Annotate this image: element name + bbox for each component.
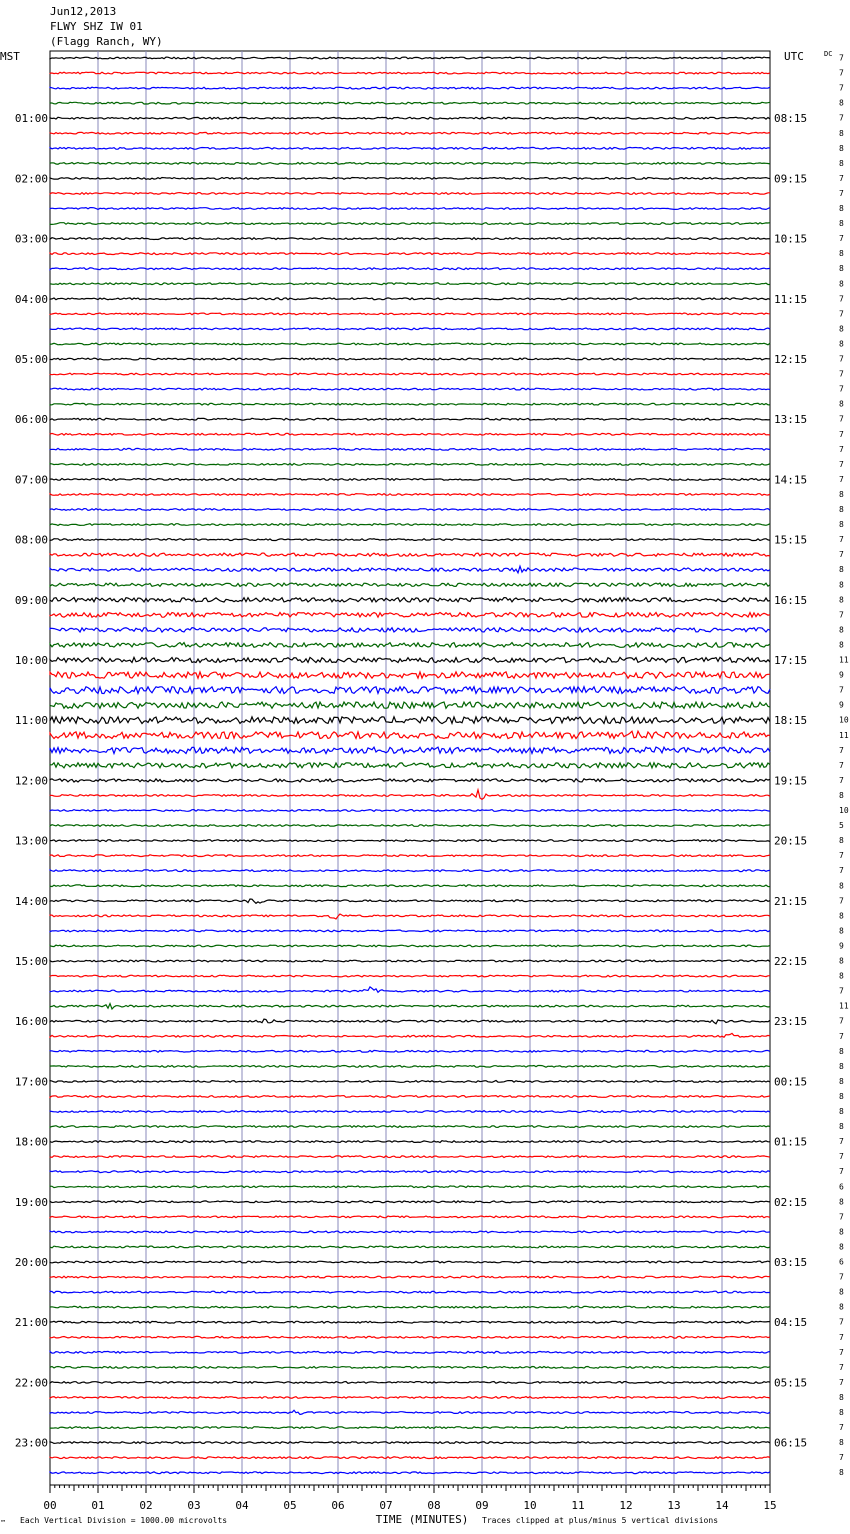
- hour-label-right: 14:15: [774, 473, 808, 487]
- trace-line: [50, 238, 770, 240]
- trace-line: [50, 313, 770, 315]
- dc-value: 8: [839, 204, 844, 213]
- trace-line: [50, 298, 770, 300]
- dc-value: 7: [839, 369, 844, 379]
- trace-line: [50, 1216, 770, 1218]
- x-tick-label: 11: [571, 1499, 585, 1512]
- hour-label-left: 01:00: [14, 112, 48, 126]
- hour-label-left: 21:00: [14, 1316, 48, 1330]
- dc-value: 8: [839, 399, 844, 409]
- trace-line: [50, 1336, 770, 1338]
- hour-label-left: 12:00: [14, 774, 48, 788]
- trace-line: [50, 779, 770, 782]
- dc-value: 7: [839, 1167, 844, 1177]
- trace-line: [50, 1246, 770, 1248]
- trace-line: [50, 885, 770, 887]
- trace-line: [50, 1141, 770, 1143]
- dc-value: 7: [839, 986, 844, 996]
- dc-value: 7: [839, 474, 844, 484]
- dc-value: 7: [839, 354, 844, 364]
- dc-value: 8: [839, 339, 844, 349]
- x-tick-label: 02: [139, 1499, 153, 1512]
- hour-label-right: 22:15: [774, 955, 808, 968]
- x-tick-label: 04: [235, 1499, 249, 1512]
- trace-line: [50, 987, 770, 992]
- trace-line: [50, 914, 770, 919]
- trace-line: [50, 178, 770, 180]
- trace-line: [50, 1397, 770, 1399]
- dc-value: 8: [839, 158, 844, 168]
- dc-value: 8: [839, 505, 844, 514]
- hour-label-right: 01:15: [774, 1135, 808, 1149]
- x-axis-label: TIME (MINUTES): [375, 1513, 469, 1526]
- trace-line: [50, 1427, 770, 1429]
- hour-label-left: 08:00: [14, 533, 48, 547]
- trace-line: [50, 373, 770, 375]
- dc-value: 7: [839, 866, 844, 876]
- dc-value: 7: [839, 535, 844, 545]
- trace-line: [50, 72, 770, 74]
- dc-value: 8: [839, 1091, 844, 1101]
- trace-line: [50, 253, 770, 255]
- dc-value: 5: [839, 821, 844, 831]
- dc-value: 7: [839, 459, 844, 469]
- trace-line: [50, 870, 770, 872]
- dc-value: 11: [839, 730, 849, 740]
- dc-value: 8: [839, 279, 844, 289]
- trace-line: [50, 524, 770, 526]
- dc-value: 7: [839, 234, 844, 244]
- trace-line: [50, 1066, 770, 1068]
- dc-value: 11: [839, 655, 849, 665]
- dc-value: 8: [839, 489, 844, 499]
- trace-line: [50, 132, 770, 134]
- hour-label-right: 10:15: [774, 232, 808, 246]
- hour-label-left: 22:00: [14, 1376, 48, 1390]
- dc-value: 8: [839, 1076, 844, 1086]
- trace-line: [50, 657, 770, 662]
- right-timezone-label: UTC: [784, 50, 804, 63]
- trace-line: [50, 1171, 770, 1173]
- dc-value: 7: [839, 1347, 844, 1357]
- dc-value: 8: [839, 1302, 844, 1312]
- footer-right-text: Traces clipped at plus/minus 5 vertical divisions: [482, 1516, 719, 1525]
- trace-line: [50, 1351, 770, 1353]
- dc-value: 7: [839, 851, 844, 861]
- dc-value: 7: [839, 550, 844, 560]
- dc-value: 7: [839, 68, 844, 78]
- dc-value: 8: [839, 956, 844, 966]
- trace-line: [50, 1410, 770, 1414]
- trace-line: [50, 358, 770, 360]
- hour-label-right: 16:15: [774, 593, 808, 607]
- dc-value: 8: [839, 1227, 844, 1237]
- trace-line: [50, 1201, 770, 1203]
- trace-line: [50, 433, 770, 435]
- dc-value: 8: [839, 625, 844, 635]
- dc-value: 7: [839, 429, 844, 439]
- hour-label-right: 19:15: [774, 774, 808, 788]
- trace-line: [50, 539, 770, 541]
- x-tick-label: 12: [619, 1499, 633, 1512]
- dc-value: 7: [839, 414, 844, 424]
- trace-line: [50, 1291, 770, 1293]
- trace-group: [50, 57, 770, 1474]
- trace-line: [50, 598, 770, 602]
- hour-label-right: 00:15: [774, 1075, 808, 1089]
- trace-line: [50, 1367, 770, 1369]
- dc-value: 8: [839, 1061, 844, 1071]
- dc-value: 7: [839, 1016, 844, 1026]
- hour-label-left: 03:00: [14, 232, 48, 246]
- trace-line: [50, 448, 770, 450]
- dc-value: 7: [839, 1377, 844, 1387]
- trace-line: [50, 1442, 770, 1444]
- hour-label-right: 06:15: [774, 1436, 808, 1450]
- dc-value: 8: [839, 580, 844, 590]
- x-tick-label: 10: [523, 1499, 537, 1512]
- dc-value: 8: [839, 1408, 844, 1417]
- hour-label-left: 19:00: [14, 1195, 48, 1209]
- trace-line: [50, 672, 770, 678]
- hour-label-left: 15:00: [14, 955, 48, 968]
- dc-value: 8: [839, 1197, 844, 1207]
- trace-line: [50, 193, 770, 195]
- hour-label-right: 05:15: [774, 1376, 808, 1390]
- dc-value: 6: [839, 1257, 844, 1267]
- trace-line: [50, 763, 770, 768]
- dc-value: 8: [839, 264, 844, 274]
- hour-label-right: 02:15: [774, 1195, 808, 1209]
- dc-value: 8: [839, 143, 844, 153]
- trace-line: [50, 1231, 770, 1233]
- trace-line: [50, 57, 770, 59]
- trace-line: [50, 1126, 770, 1128]
- trace-line: [50, 117, 770, 119]
- dc-value: 7: [839, 1453, 844, 1463]
- trace-line: [50, 343, 770, 345]
- dc-value: 7: [839, 113, 844, 123]
- hour-label-left: 17:00: [14, 1075, 48, 1089]
- trace-line: [50, 268, 770, 270]
- dc-value: 7: [839, 1362, 844, 1372]
- hour-label-right: 23:15: [774, 1015, 808, 1029]
- trace-line: [50, 643, 770, 648]
- dc-value: 8: [839, 881, 844, 891]
- trace-line: [50, 328, 770, 330]
- dc-value: 8: [839, 971, 844, 981]
- x-tick-label: 14: [715, 1499, 729, 1512]
- dc-value: 7: [839, 188, 844, 198]
- trace-line: [50, 628, 770, 632]
- dc-value: 9: [839, 941, 844, 951]
- trace-line: [50, 208, 770, 210]
- left-timezone-label: MST: [0, 50, 20, 63]
- hour-label-left: 23:00: [14, 1436, 48, 1450]
- x-tick-label: 01: [91, 1499, 105, 1512]
- dc-value: 7: [839, 1423, 844, 1433]
- trace-line: [50, 840, 770, 842]
- dc-value: 7: [839, 610, 844, 620]
- label-group: [0, 50, 849, 1527]
- dc-value: 7: [839, 760, 844, 770]
- dc-value: 9: [839, 670, 844, 680]
- dc-value: 7: [839, 1031, 844, 1041]
- hour-label-right: 21:15: [774, 894, 808, 908]
- trace-line: [50, 1472, 770, 1474]
- hour-label-left: 06:00: [14, 413, 48, 427]
- trace-line: [50, 960, 770, 962]
- trace-line: [50, 825, 770, 827]
- dc-value: 7: [839, 1137, 844, 1147]
- trace-line: [50, 553, 770, 556]
- dc-value: 7: [839, 53, 844, 63]
- trace-line: [50, 687, 770, 694]
- hour-label-left: 05:00: [14, 353, 48, 366]
- trace-line: [50, 613, 770, 618]
- header-date: Jun12,2013: [50, 5, 117, 18]
- dc-value: 8: [839, 565, 844, 575]
- dc-value: 8: [839, 128, 844, 138]
- hour-label-left: 20:00: [14, 1256, 48, 1269]
- trace-line: [50, 566, 770, 573]
- dc-value: 8: [839, 1287, 844, 1297]
- trace-line: [50, 418, 770, 420]
- dc-value: 7: [839, 309, 844, 319]
- trace-line: [50, 975, 770, 977]
- x-tick-label: 13: [667, 1499, 681, 1512]
- dc-value: 8: [839, 1046, 844, 1056]
- hour-label-right: 15:15: [774, 533, 808, 547]
- x-tick-label: 03: [187, 1499, 201, 1512]
- trace-line: [50, 509, 770, 511]
- trace-line: [50, 1156, 770, 1158]
- plot-frame: [50, 51, 770, 1485]
- trace-line: [50, 388, 770, 390]
- trace-line: [50, 1276, 770, 1278]
- trace-line: [50, 930, 770, 932]
- dc-value: 7: [839, 173, 844, 183]
- hour-label-left: 02:00: [14, 172, 48, 186]
- hour-label-right: 11:15: [774, 292, 808, 306]
- dc-value: 8: [839, 790, 844, 800]
- dc-value: 8: [839, 1107, 844, 1116]
- trace-line: [50, 1033, 770, 1037]
- hour-label-right: 20:15: [774, 834, 808, 848]
- dc-value: 7: [839, 83, 844, 93]
- hour-label-right: 18:15: [774, 714, 808, 728]
- trace-line: [50, 1261, 770, 1263]
- dc-value: 8: [839, 926, 844, 936]
- hour-label-left: 14:00: [14, 894, 48, 908]
- header-station: FLWY SHZ IW 01: [50, 20, 143, 33]
- trace-line: [50, 223, 770, 225]
- trace-line: [50, 494, 770, 496]
- x-tick-label: 08: [427, 1499, 441, 1512]
- hour-label-left: 09:00: [14, 593, 48, 607]
- x-tick-label: 05: [283, 1499, 297, 1512]
- dc-value: 8: [839, 98, 844, 108]
- dc-value: 7: [839, 745, 844, 755]
- dc-value: 8: [839, 249, 844, 259]
- dc-value: 8: [839, 1392, 844, 1402]
- trace-line: [50, 1186, 770, 1188]
- dc-value: 8: [839, 1468, 844, 1478]
- dc-value: 7: [839, 1272, 844, 1282]
- trace-line: [50, 731, 770, 738]
- dc-value: 10: [839, 715, 849, 725]
- hour-label-right: 08:15: [774, 112, 808, 126]
- dc-value: 8: [839, 1122, 844, 1132]
- dc-value: 7: [839, 444, 844, 454]
- trace-line: [50, 855, 770, 857]
- trace-line: [50, 702, 770, 708]
- dc-value: 11: [839, 1001, 849, 1011]
- trace-line: [50, 102, 770, 104]
- x-tick-label: 07: [379, 1499, 393, 1512]
- logo-mark: ™: [1, 1519, 6, 1527]
- hour-label-right: 09:15: [774, 172, 808, 186]
- trace-line: [50, 1321, 770, 1323]
- dc-value: 7: [839, 1332, 844, 1342]
- trace-line: [50, 163, 770, 165]
- trace-line: [50, 583, 770, 586]
- dc-value: 7: [839, 1317, 844, 1327]
- trace-line: [50, 403, 770, 405]
- trace-line: [50, 1382, 770, 1384]
- hour-label-left: 10:00: [14, 654, 48, 667]
- hour-label-left: 18:00: [14, 1135, 48, 1149]
- dc-value: 8: [839, 324, 844, 334]
- dc-value: 6: [839, 1182, 844, 1192]
- hour-label-right: 13:15: [774, 413, 808, 427]
- dc-value: 8: [839, 219, 844, 229]
- trace-line: [50, 790, 770, 800]
- footer-left-text: Each Vertical Division = 1000.00 microvolts: [20, 1516, 228, 1525]
- dc-header-label: DC: [824, 50, 833, 58]
- trace-line: [50, 147, 770, 149]
- trace-line: [50, 1019, 770, 1024]
- trace-line: [50, 464, 770, 466]
- dc-value: 9: [839, 700, 844, 710]
- hour-label-left: 11:00: [14, 714, 48, 728]
- dc-value: 7: [839, 1212, 844, 1222]
- dc-value: 7: [839, 775, 844, 785]
- hour-label-right: 03:15: [774, 1256, 808, 1269]
- x-tick-label: 09: [475, 1499, 489, 1512]
- dc-value: 8: [839, 595, 844, 605]
- trace-line: [50, 1096, 770, 1098]
- hour-label-left: 04:00: [14, 292, 48, 306]
- hour-label-left: 13:00: [14, 834, 48, 848]
- dc-value: 8: [839, 836, 844, 846]
- hour-label-right: 17:15: [774, 654, 808, 667]
- trace-line: [50, 1111, 770, 1113]
- trace-line: [50, 717, 770, 724]
- trace-line: [50, 810, 770, 812]
- trace-line: [50, 1050, 770, 1052]
- trace-line: [50, 1004, 770, 1009]
- dc-value: 8: [839, 520, 844, 530]
- x-tick-label: 15: [763, 1499, 777, 1512]
- x-tick-label: 00: [43, 1499, 57, 1512]
- header-location: (Flagg Ranch, WY): [50, 35, 163, 48]
- dc-value: 8: [839, 640, 844, 650]
- hour-label-right: 04:15: [774, 1316, 808, 1330]
- trace-line: [50, 1457, 770, 1459]
- dc-value: 8: [839, 1438, 844, 1448]
- dc-value: 7: [839, 1152, 844, 1162]
- dc-value: 8: [839, 1242, 844, 1252]
- x-tick-label: 06: [331, 1499, 345, 1512]
- trace-line: [50, 1306, 770, 1308]
- trace-line: [50, 747, 770, 753]
- hour-label-left: 16:00: [14, 1015, 48, 1029]
- trace-line: [50, 945, 770, 947]
- dc-value: 7: [839, 685, 844, 695]
- dc-value: 7: [839, 384, 844, 394]
- trace-line: [50, 479, 770, 481]
- dc-value: 7: [839, 896, 844, 906]
- trace-line: [50, 899, 770, 903]
- dc-value: 8: [839, 911, 844, 921]
- trace-line: [50, 1081, 770, 1083]
- dc-value: 7: [839, 294, 844, 304]
- trace-line: [50, 283, 770, 285]
- hour-label-left: 07:00: [14, 473, 48, 487]
- trace-line: [50, 87, 770, 89]
- dc-value: 10: [839, 806, 849, 815]
- hour-label-right: 12:15: [774, 353, 808, 366]
